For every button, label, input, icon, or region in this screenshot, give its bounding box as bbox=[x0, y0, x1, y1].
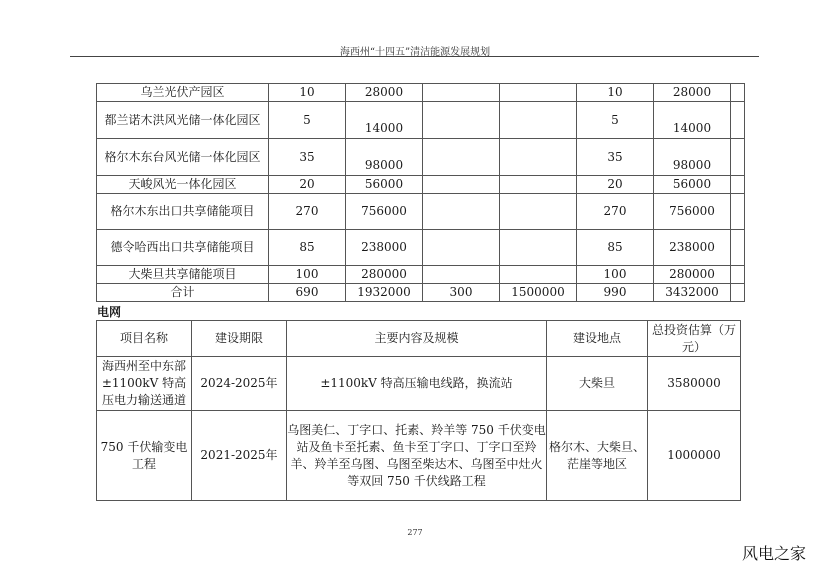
column-header: 主要内容及规模 bbox=[287, 321, 547, 357]
project-name-cell: 乌兰光伏产园区 bbox=[97, 84, 269, 102]
value-cell: 56000 bbox=[346, 176, 423, 194]
value-cell: 5 bbox=[269, 102, 346, 139]
power-grid-projects-table bbox=[96, 320, 741, 501]
spacer-cell bbox=[731, 194, 745, 230]
value-cell bbox=[423, 102, 500, 139]
value-cell bbox=[423, 230, 500, 266]
value-cell bbox=[500, 266, 577, 284]
table-row bbox=[97, 194, 745, 230]
table-header-row bbox=[97, 321, 741, 357]
value-cell: 10 bbox=[269, 84, 346, 102]
value-cell bbox=[500, 84, 577, 102]
total-value-cell: 3432000 bbox=[654, 284, 731, 302]
value-cell bbox=[500, 139, 577, 176]
content-cell: ±1100kV 特高压输电线路，换流站 bbox=[287, 357, 547, 411]
value-cell: 85 bbox=[577, 230, 654, 266]
value-cell: 28000 bbox=[654, 84, 731, 102]
total-value-cell: 690 bbox=[269, 284, 346, 302]
value-cell bbox=[500, 230, 577, 266]
value-cell bbox=[423, 139, 500, 176]
total-value-cell: 1500000 bbox=[500, 284, 577, 302]
value-cell: 98000 bbox=[346, 139, 423, 176]
column-header: 建设期限 bbox=[192, 321, 287, 357]
value-cell: 100 bbox=[577, 266, 654, 284]
spacer-cell bbox=[731, 230, 745, 266]
value-cell: 100 bbox=[269, 266, 346, 284]
table-row bbox=[97, 84, 745, 102]
storage-projects-table bbox=[96, 83, 745, 302]
spacer-cell bbox=[731, 84, 745, 102]
value-cell bbox=[500, 194, 577, 230]
header-divider bbox=[70, 56, 759, 57]
table-row bbox=[97, 266, 745, 284]
value-cell: 14000 bbox=[654, 102, 731, 139]
value-cell: 98000 bbox=[654, 139, 731, 176]
value-cell: 20 bbox=[269, 176, 346, 194]
value-cell: 270 bbox=[577, 194, 654, 230]
value-cell: 238000 bbox=[654, 230, 731, 266]
value-cell: 56000 bbox=[654, 176, 731, 194]
column-header: 总投资估算（万元） bbox=[648, 321, 741, 357]
content-cell: 乌图美仁、丁字口、托素、羚羊等 750 千伏变电站及鱼卡至托素、鱼卡至丁字口、丁字口至羚羊、羚羊至乌图、乌图至柴达木、乌图至中灶火等双回 750 千伏线路工程 bbox=[287, 411, 547, 501]
investment-cell: 1000000 bbox=[648, 411, 741, 501]
project-name-cell: 750 千伏输变电工程 bbox=[97, 411, 192, 501]
total-value-cell: 990 bbox=[577, 284, 654, 302]
value-cell: 14000 bbox=[346, 102, 423, 139]
value-cell: 280000 bbox=[654, 266, 731, 284]
project-name-cell: 海西州至中东部±1100kV 特高压电力输送通道 bbox=[97, 357, 192, 411]
table-row bbox=[97, 230, 745, 266]
value-cell: 35 bbox=[269, 139, 346, 176]
spacer-cell bbox=[731, 102, 745, 139]
total-label-cell: 合计 bbox=[97, 284, 269, 302]
table-row bbox=[97, 102, 745, 139]
spacer-cell bbox=[731, 139, 745, 176]
project-name-cell: 都兰诺木洪风光储一体化园区 bbox=[97, 102, 269, 139]
column-header: 项目名称 bbox=[97, 321, 192, 357]
value-cell bbox=[423, 266, 500, 284]
section-heading-power-grid: 电网 bbox=[97, 305, 122, 319]
value-cell: 20 bbox=[577, 176, 654, 194]
total-value-cell: 1932000 bbox=[346, 284, 423, 302]
table-row bbox=[97, 357, 741, 411]
value-cell: 270 bbox=[269, 194, 346, 230]
value-cell: 756000 bbox=[346, 194, 423, 230]
investment-cell: 3580000 bbox=[648, 357, 741, 411]
spacer-cell bbox=[731, 176, 745, 194]
watermark: 风电之家 bbox=[742, 544, 807, 563]
total-value-cell: 300 bbox=[423, 284, 500, 302]
value-cell bbox=[423, 84, 500, 102]
value-cell: 238000 bbox=[346, 230, 423, 266]
spacer-cell bbox=[731, 284, 745, 302]
value-cell bbox=[423, 194, 500, 230]
value-cell bbox=[423, 176, 500, 194]
project-name-cell: 天峻风光一体化园区 bbox=[97, 176, 269, 194]
table-row bbox=[97, 176, 745, 194]
page-header-title: 海西州“十四五”清洁能源发展规划 bbox=[339, 47, 491, 58]
location-cell: 格尔木、大柴旦、茫崖等地区 bbox=[547, 411, 648, 501]
table-row bbox=[97, 411, 741, 501]
value-cell: 35 bbox=[577, 139, 654, 176]
total-row bbox=[97, 284, 745, 302]
project-name-cell: 格尔木东台风光储一体化园区 bbox=[97, 139, 269, 176]
period-cell: 2021-2025年 bbox=[192, 411, 287, 501]
project-name-cell: 格尔木东出口共享储能项目 bbox=[97, 194, 269, 230]
table-row bbox=[97, 139, 745, 176]
location-cell: 大柴旦 bbox=[547, 357, 648, 411]
value-cell: 756000 bbox=[654, 194, 731, 230]
value-cell: 85 bbox=[269, 230, 346, 266]
value-cell bbox=[500, 176, 577, 194]
column-header: 建设地点 bbox=[547, 321, 648, 357]
value-cell: 10 bbox=[577, 84, 654, 102]
value-cell: 280000 bbox=[346, 266, 423, 284]
page-number: 277 bbox=[407, 528, 423, 537]
value-cell bbox=[500, 102, 577, 139]
value-cell: 5 bbox=[577, 102, 654, 139]
project-name-cell: 德令哈西出口共享储能项目 bbox=[97, 230, 269, 266]
project-name-cell: 大柴旦共享储能项目 bbox=[97, 266, 269, 284]
period-cell: 2024-2025年 bbox=[192, 357, 287, 411]
spacer-cell bbox=[731, 266, 745, 284]
value-cell: 28000 bbox=[346, 84, 423, 102]
